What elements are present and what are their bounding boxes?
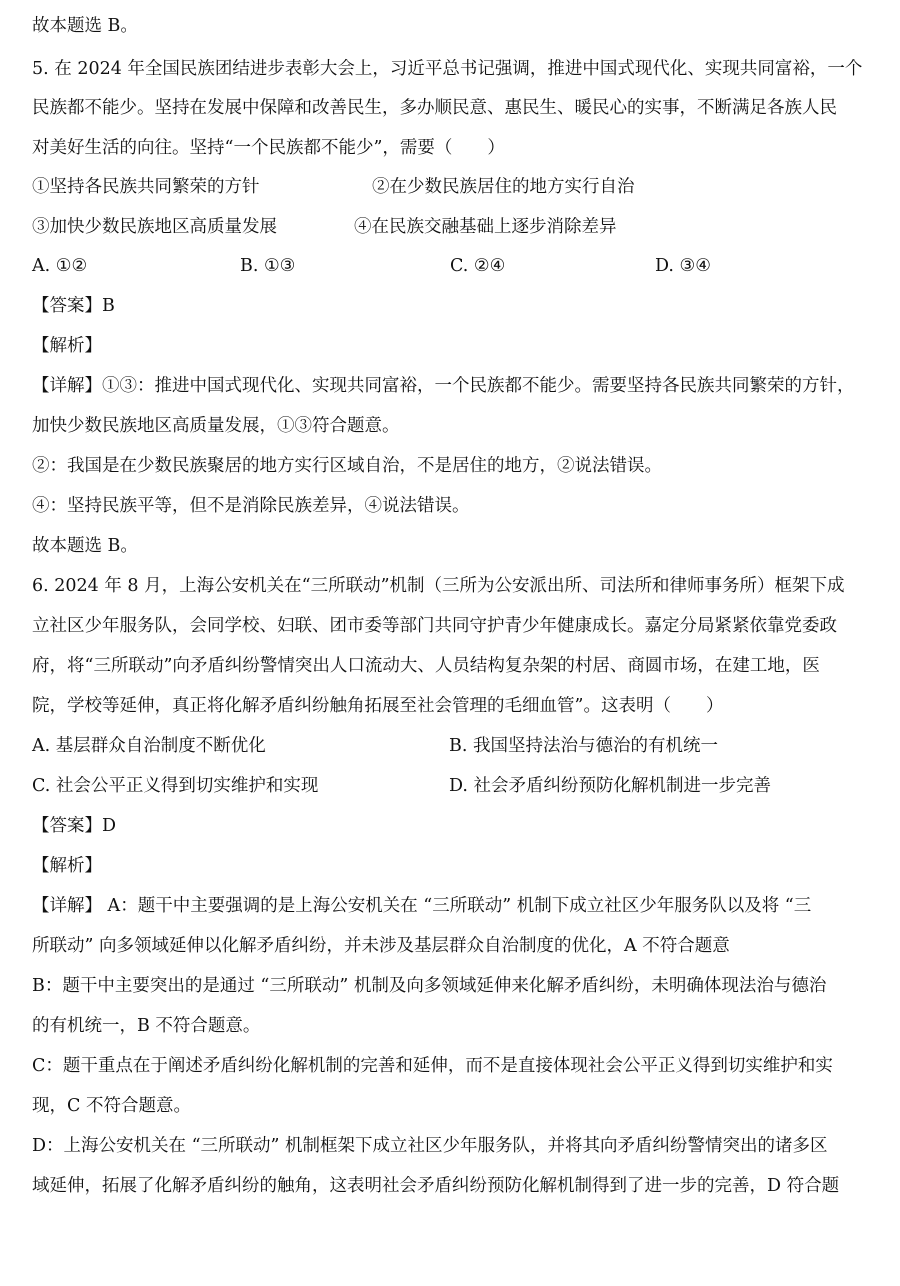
q5-stem-line-3: 对美好生活的向往。坚持“一个民族都不能少”，需要（ ） (32, 138, 505, 158)
q5-option-a: A. ①② (32, 256, 88, 276)
q6-detail-line-3: B：题干中主要突出的是通过 “三所联动” 机制及向多领域延伸来化解矛盾纠纷，未明确体现法治与德治 (32, 976, 827, 996)
q5-analysis-label: 【解析】 (32, 336, 102, 356)
q6-option-d: D. 社会矛盾纠纷预防化解机制进一步完善 (449, 776, 772, 796)
q6-option-b: B. 我国坚持法治与德治的有机统一 (449, 736, 718, 756)
q6-detail-line-7: D：上海公安机关在 “三所联动” 机制框架下成立社区少年服务队，并将其向矛盾纠纷警情突出的诸多区 (32, 1136, 828, 1156)
q5-answer: 【答案】B (32, 296, 115, 316)
q5-stem-line-2: 民族都不能少。坚持在发展中保障和改善民生，多办顺民意、惠民生、暖民心的实事，不断满足各族人民 (32, 98, 837, 118)
q6-option-c: C. 社会公平正义得到切实维护和实现 (32, 776, 319, 796)
q5-detail-line-5: 故本题选 B。 (32, 536, 138, 556)
q6-stem-line-1: 6. 2024 年 8 月，上海公安机关在“三所联动”机制（三所为公安派出所、司法所和律师事务所）框架下成 (32, 576, 845, 596)
q6-detail-line-5: C：题干重点在于阐述矛盾纠纷化解机制的完善和延伸，而不是直接体现社会公平正义得到切实维护和实 (32, 1056, 833, 1076)
q6-detail-line-8: 域延伸，拓展了化解矛盾纠纷的触角，这表明社会矛盾纠纷预防化解机制得到了进一步的完善，D 符合题 (32, 1176, 840, 1196)
q5-statement-3: ③加快少数民族地区高质量发展 (32, 217, 277, 237)
q5-stem-line-1: 5. 在 2024 年全国民族团结进步表彰大会上，习近平总书记强调，推进中国式现代化、实现共同富裕，一个 (32, 59, 863, 79)
q5-option-d: D. ③④ (655, 256, 711, 276)
q6-detail-line-2: 所联动” 向多领域延伸以化解矛盾纠纷，并未涉及基层群众自治制度的优化，A 不符合题意 (32, 936, 730, 956)
q5-option-c: C. ②④ (450, 256, 506, 276)
q4-conclusion: 故本题选 B。 (32, 16, 138, 36)
q6-option-a: A. 基层群众自治制度不断优化 (32, 736, 266, 756)
q5-statement-1: ①坚持各民族共同繁荣的方针 (32, 177, 260, 197)
q5-detail-line-4: ④：坚持民族平等，但不是消除民族差异，④说法错误。 (32, 496, 470, 516)
q5-detail-line-3: ②：我国是在少数民族聚居的地方实行区域自治，不是居住的地方，②说法错误。 (32, 456, 662, 476)
q5-statement-2: ②在少数民族居住的地方实行自治 (372, 177, 635, 197)
q6-answer: 【答案】D (32, 816, 117, 836)
q6-detail-line-6: 现，C 不符合题意。 (32, 1096, 191, 1116)
q5-option-b: B. ①③ (240, 256, 296, 276)
q6-stem-line-4: 院，学校等延伸，真正将化解矛盾纠纷触角拓展至社会管理的毛细血管”。这表明（ ） (32, 696, 724, 716)
q6-detail-line-4: 的有机统一，B 不符合题意。 (32, 1016, 261, 1036)
q6-analysis-label: 【解析】 (32, 856, 102, 876)
q6-detail-line-1: 【详解】 A：题干中主要强调的是上海公安机关在 “三所联动” 机制下成立社区少年服务队以及将 “三 (32, 896, 812, 916)
q5-detail-line-1: 【详解】①③：推进中国式现代化、实现共同富裕，一个民族都不能少。需要坚持各民族共同繁荣的方针， (32, 376, 855, 396)
q5-statement-4: ④在民族交融基础上逐步消除差异 (354, 217, 617, 237)
q5-detail-line-2: 加快少数民族地区高质量发展，①③符合题意。 (32, 416, 400, 436)
q6-stem-line-3: 府，将“三所联动”向矛盾纠纷警情突出人口流动大、人员结构复杂架的村居、商圆市场，在建工地，医 (32, 656, 820, 676)
q6-stem-line-2: 立社区少年服务队，会同学校、妇联、团市委等部门共同守护青少年健康成长。嘉定分局紧紧依靠党委政 (32, 616, 837, 636)
